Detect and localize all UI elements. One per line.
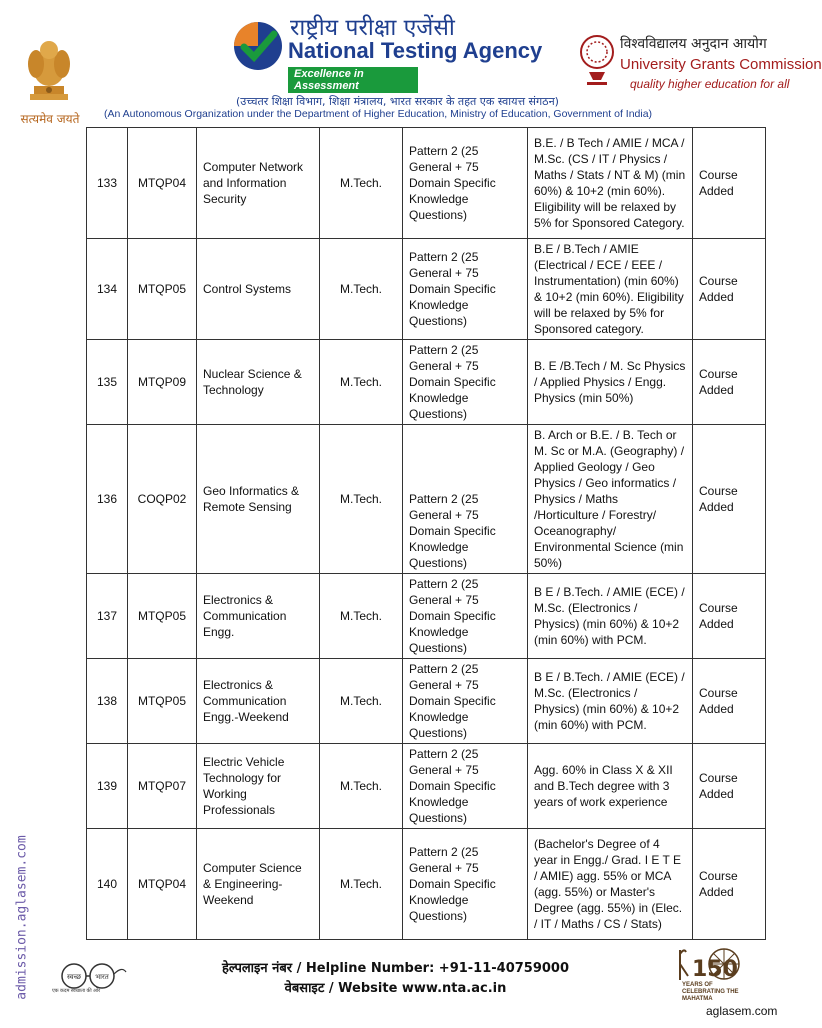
remarks-cell: Course Added (693, 128, 766, 239)
course-name-cell: Electronics & Communication Engg.-Weekend (197, 659, 320, 744)
pattern-cell: Pattern 2 (25 General + 75 Domain Specific Knowledge Questions) (403, 128, 528, 239)
anniversary-caption: YEARS OF CELEBRATING THE MAHATMA (682, 982, 739, 1002)
degree-cell: M.Tech. (320, 829, 403, 940)
nta-checkmark-icon (232, 20, 284, 72)
swachh-bharat-subtitle: एक कदम स्वच्छता की ओर (52, 988, 101, 994)
serial-number-cell: 137 (87, 574, 128, 659)
degree-cell: M.Tech. (320, 128, 403, 239)
table-row (87, 128, 766, 239)
helpline-number: हेल्पलाइन नंबर / Helpline Number: +91-11-40759000 (221, 961, 570, 976)
remarks-cell: Course Added (693, 340, 766, 425)
site-watermark: admission.aglasem.com (14, 835, 30, 1000)
table-row (87, 340, 766, 425)
eligibility-cell: B E / B.Tech. / AMIE (ECE) / M.Sc. (Electronics / Physics) (min 60%) & 10+2 (min 60%) with PCM. (528, 659, 693, 744)
code-cell: MTQP04 (128, 128, 197, 239)
course-name-cell: Geo Informatics & Remote Sensing (197, 425, 320, 574)
degree-cell: M.Tech. (320, 744, 403, 829)
eligibility-cell: B E / B.Tech. / AMIE (ECE) / M.Sc. (Electronics / Physics) (min 60%) & 10+2 (min 60%) with PCM. (528, 574, 693, 659)
eligibility-cell: B. Arch or B.E. / B. Tech or M. Sc or M.A. (Geography) / Applied Geology / Geo Physics / Geo informatics / Physics / Maths /Horticulture / Forestry/ Oceanography/ Environmental Science (min 50%) (528, 425, 693, 574)
ugc-english-name: University Grants Commission (620, 56, 822, 73)
table-row (87, 744, 766, 829)
serial-number-cell: 133 (87, 128, 128, 239)
code-cell: MTQP05 (128, 239, 197, 340)
course-name-cell: Control Systems (197, 239, 320, 340)
course-name-cell: Electronics & Communication Engg. (197, 574, 320, 659)
nta-tagline: Excellence in Assessment (288, 67, 418, 93)
serial-number-cell: 135 (87, 340, 128, 425)
anniversary-number: 150 (692, 957, 738, 982)
course-name-cell: Nuclear Science & Technology (197, 340, 320, 425)
degree-cell: M.Tech. (320, 574, 403, 659)
table-row (87, 425, 766, 574)
degree-cell: M.Tech. (320, 659, 403, 744)
organization-english-subtitle: (An Autonomous Organization under the Department of Higher Education, Ministry of Education, Government of India) (104, 108, 653, 120)
website-link[interactable]: वेबसाइट / Website www.nta.ac.in (284, 981, 507, 996)
remarks-cell: Course Added (693, 659, 766, 744)
code-cell: MTQP09 (128, 340, 197, 425)
serial-number-cell: 139 (87, 744, 128, 829)
pattern-cell: Pattern 2 (25 General + 75 Domain Specific Knowledge Questions) (403, 659, 528, 744)
course-table (86, 127, 766, 940)
ashoka-emblem-icon (14, 28, 84, 112)
degree-cell: M.Tech. (320, 425, 403, 574)
remarks-cell: Course Added (693, 829, 766, 940)
code-cell: MTQP04 (128, 829, 197, 940)
ugc-lamp-icon (577, 30, 617, 90)
eligibility-cell: B. E /B.Tech / M. Sc Physics / Applied Physics / Engg. Physics (min 50%) (528, 340, 693, 425)
remarks-cell: Course Added (693, 744, 766, 829)
code-cell: MTQP05 (128, 574, 197, 659)
remarks-cell: Course Added (693, 574, 766, 659)
course-name-cell: Computer Science & Engineering-Weekend (197, 829, 320, 940)
eligibility-cell: Agg. 60% in Class X & XII and B.Tech degree with 3 years of work experience (528, 744, 693, 829)
code-cell: COQP02 (128, 425, 197, 574)
course-name-cell: Electric Vehicle Technology for Working Professionals (197, 744, 320, 829)
serial-number-cell: 134 (87, 239, 128, 340)
pattern-cell: Pattern 2 (25 General + 75 Domain Specific Knowledge Questions) (403, 829, 528, 940)
organization-hindi-subtitle: (उच्चतर शिक्षा विभाग, शिक्षा मंत्रालय, भारत सरकार के तहत एक स्वायत्त संगठन) (236, 95, 559, 108)
code-cell: MTQP05 (128, 659, 197, 744)
emblem-motto: सत्यमेव जयते (20, 112, 80, 126)
serial-number-cell: 136 (87, 425, 128, 574)
course-name-cell: Computer Network and Information Security (197, 128, 320, 239)
eligibility-cell: B.E / B.Tech / AMIE (Electrical / ECE / EEE / Instrumentation) (min 60%) & 10+2 (min 60%). Eligibility will be relaxed by 5% for Sponsored category. (528, 239, 693, 340)
pattern-cell: Pattern 2 (25 General + 75 Domain Specific Knowledge Questions) (403, 239, 528, 340)
eligibility-cell: (Bachelor's Degree of 4 year in Engg./ Grad. I E T E / AMIE) agg. 55% or MCA (agg. 55%) or Master's Degree (agg. 55%) in (Elec. / IT / Maths / CS / Stats) (528, 829, 693, 940)
pattern-cell: Pattern 2 (25 General + 75 Domain Specific Knowledge Questions) (403, 425, 528, 574)
table-row (87, 829, 766, 940)
site-tag: aglasem.com (706, 1004, 778, 1018)
swachh-label-left: स्वच्छ (66, 973, 82, 981)
pattern-cell: Pattern 2 (25 General + 75 Domain Specific Knowledge Questions) (403, 744, 528, 829)
pattern-cell: Pattern 2 (25 General + 75 Domain Specific Knowledge Questions) (403, 340, 528, 425)
code-cell: MTQP07 (128, 744, 197, 829)
serial-number-cell: 140 (87, 829, 128, 940)
pattern-cell: Pattern 2 (25 General + 75 Domain Specific Knowledge Questions) (403, 574, 528, 659)
nta-hindi-name: राष्ट्रीय परीक्षा एजेंसी (290, 15, 455, 41)
serial-number-cell: 138 (87, 659, 128, 744)
eligibility-cell: B.E. / B Tech / AMIE / MCA / M.Sc. (CS / IT / Physics / Maths / Stats / NT & M) (min 60%) & 10+2 (min 60%). Eligibility will be relaxed by 5% for Sponsored Category. (528, 128, 693, 239)
remarks-cell: Course Added (693, 239, 766, 340)
swachh-label-right: भारत (95, 973, 109, 981)
nta-english-name: National Testing Agency (288, 38, 543, 63)
table-row (87, 574, 766, 659)
table-row (87, 239, 766, 340)
remarks-cell: Course Added (693, 425, 766, 574)
table-row (87, 659, 766, 744)
ugc-tagline: quality higher education for all (630, 77, 790, 91)
degree-cell: M.Tech. (320, 340, 403, 425)
ugc-hindi-name: विश्वविद्यालय अनुदान आयोग (620, 36, 767, 52)
degree-cell: M.Tech. (320, 239, 403, 340)
